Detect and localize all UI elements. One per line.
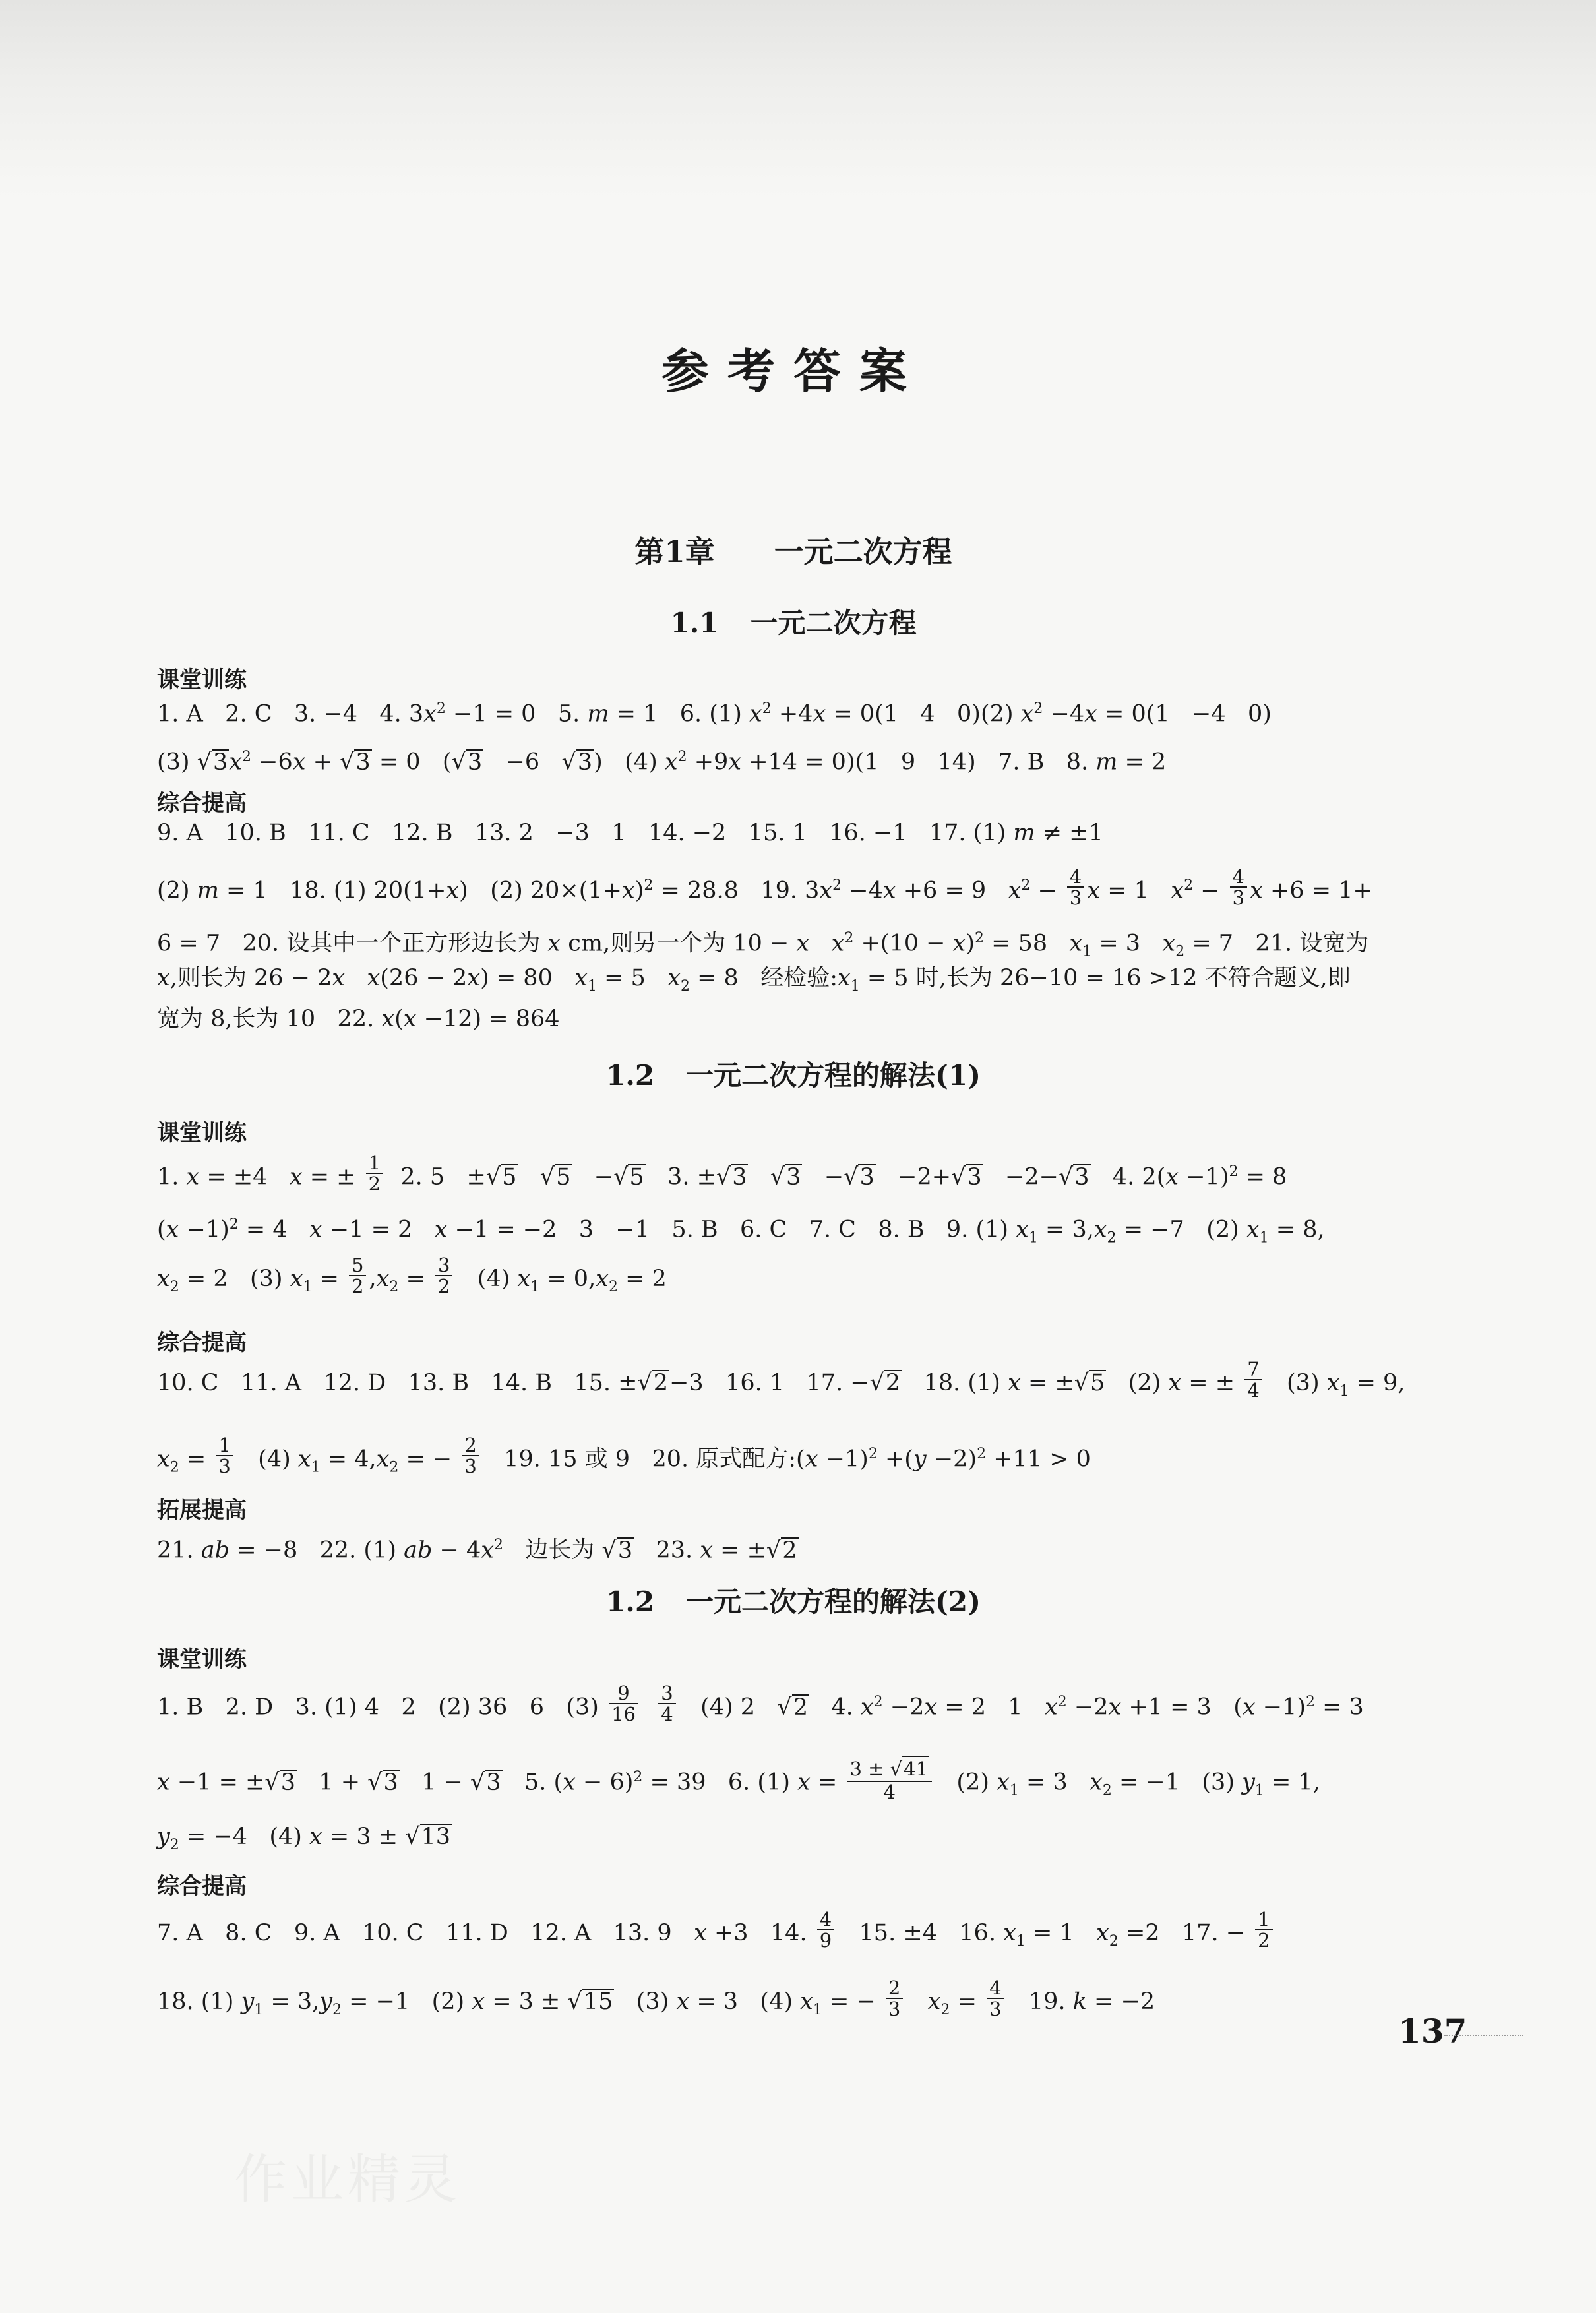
- answer-line: (3) $√3x^2 -6x + √3 = 0$ (√3 −6 √3) (4) $x^2 +9x +14 = 0)(1$ 9 14) 7. B 8. m = 2: [157, 749, 1167, 776]
- scan-shadow: [0, 0, 1596, 198]
- answer-line: $(x -1)^2 = 4$ x −1 = 2 x −1 = −2 3 −1 5. B 6. C 7. C 8. B 9. (1) $x_1 = 3,x_2 = -7$ (2) $x_1 = 8$,: [157, 1216, 1325, 1247]
- answer-line: 18. (1) $y_1 = 3,y_2 = -1$ (2) x = 3 ± √15 (3) x = 3 (4) $x_1$ = − $\frac{2}{3}$ $x_2$ = $\frac{4}{3}$ 19. k = −2: [157, 1976, 1155, 2020]
- answer-line: 9. A 10. B 11. C 12. B 13. 2 −3 1 14. −2 15. 1 16. −1 17. (1) m ≠ ±1: [157, 820, 1103, 846]
- subheading-extension: 拓展提高: [157, 1497, 247, 1524]
- answer-line: 7. A 8. C 9. A 10. C 11. D 12. A 13. 9 x +3 14. $\frac{4}{9}$ 15. ±4 16. $x_1 = 1$ $x_2 =2$ 17. − $\frac{1}{2}$: [157, 1917, 1430, 1958]
- watermark-logo: 作业精灵: [234, 2149, 461, 2210]
- answer-line: $x_2$ = $\frac{1}{3}$ (4) $x_1 = 4,x_2$ = − $\frac{2}{3}$ 19. 15 或 9 20. 原式配方:(x $-1)^2 +(y -2)^2 +11 > 0$: [157, 1434, 1091, 1478]
- section-heading: 1.2 一元二次方程的解法(1): [605, 1059, 981, 1092]
- subheading-classroom: 课堂训练: [157, 1120, 247, 1146]
- answer-line: 1. x = ±4 x = ± $\frac{1}{2}$ 2. 5 ±√5 √5 −√5 3. ±√3 √3 −√3 −2+√3 −2−√3 4. $2(x -1)^2 = 8$: [157, 1152, 1287, 1196]
- answer-line: $y_2 = -4$ (4) x = 3 ± √13: [157, 1824, 451, 1853]
- section-heading: 1.1 一元二次方程: [670, 607, 917, 639]
- answer-line: 21. ab = −8 22. (1) ab − $4x^2$ 边长为 √3 23. x = ±√2: [157, 1537, 797, 1564]
- page-number-decoration: [1444, 2035, 1523, 2037]
- answer-line: 1. A 2. C 3. −4 4. $3x^2 -1 = 0$ 5. m = 1 6. (1) $x^2 +4x = 0(1$ 4 0)(2) $x^2 -4x = 0(1 -4$ 0): [157, 700, 1272, 727]
- subheading-classroom: 课堂训练: [157, 667, 247, 693]
- answer-line: 宽为 8,长为 10 22. x(x −12) = 864: [157, 1006, 560, 1032]
- subheading-comprehensive: 综合提高: [157, 790, 247, 817]
- answer-line: 10. C 11. A 12. D 13. B 14. B 15. ±√2−3 16. 1 17. −√2 18. (1) x = ±√5 (2) x = ± $\frac{7}{4}$ (3) $x_1 = 9$,: [157, 1357, 1405, 1402]
- chapter-heading: [157, 528, 1430, 571]
- answer-line: 6 = 7 20. 设其中一个正方形边长为 x cm,则另一个为 10 − x $x^2 +(10 - x)^2 = 58$ $x_1 = 3$ $x_2 = 7$ 21. 设宽为: [157, 930, 1369, 960]
- page-title: 参考答案: [661, 343, 925, 399]
- subheading-comprehensive: 综合提高: [157, 1330, 247, 1356]
- section-heading: 1.2 一元二次方程的解法(2): [605, 1586, 981, 1618]
- page-number: 137: [1398, 2012, 1467, 2051]
- chapter-number: 第1章: [634, 534, 715, 569]
- answer-line: x,则长为 26 − 2x x(26 − 2x) = 80 $x_1 = 5$ $x_2 = 8$ 经检验$:x_1 = 5$ 时,长为 26−10 = 16 >12 不符合题义,即: [157, 965, 1351, 995]
- chapter-name: 一元二次方程: [774, 534, 952, 569]
- subheading-classroom: 课堂训练: [157, 1646, 247, 1673]
- answer-line: $x_2 = 2$ (3) $x_1$ = $\frac{5}{2}$ $,x_2$ = $\frac{3}{2}$ (4) $x_1 = 0,x_2 = 2$: [157, 1253, 667, 1297]
- answer-line: (2) m = 1 18. (1) 20(1+x) (2) $20\times(1+x)^2 = 28.8$ 19. $3x^2 -4x +6 = 9$ $x^2$ − $\frac{4}{3}$ x = 1 $x^2$ − $\frac{4}{3}$ x +6 = 1+: [157, 865, 1372, 910]
- subheading-comprehensive: 综合提高: [157, 1873, 247, 1899]
- answer-line: x −1 = ±√3 1 + √3 1 − √3 5. $(x - 6)^2 = 39$ 6. (1) x = $\frac{3 \pm √41}{4}$ (2) $x_1 = 3$ $x_2 = -1$ (3) $y_1 = 1$,: [157, 1761, 1430, 1808]
- answer-line: 1. B 2. D 3. (1) 4 2 (2) 36 6 (3) $\frac{9}{16}$ $\frac{3}{4}$ (4) 2 √2 4. $x^2 -2x = 2$ 1 $x^2 -2x +1 = 3$ $(x -1)^2 = 3$: [157, 1682, 1364, 1726]
